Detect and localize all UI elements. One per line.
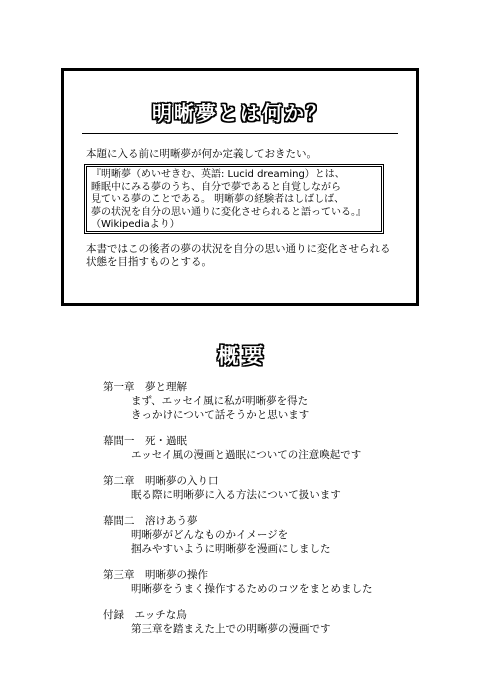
chapter-description: 眠る際に明晰夢に入る方法について扱います <box>131 489 341 501</box>
conclusion-line: 状態を目指すものとする。 <box>86 256 212 268</box>
chapter-heading: 付録 エッチな鳥 <box>103 609 187 621</box>
quote-line: 『明晰夢（めいせきむ、英語: Lucid dreaming）とは、 <box>91 169 345 180</box>
conclusion-line: 本書ではこの後者の夢の状況を自分の思い通りに変化させられる <box>86 243 391 255</box>
toc-entry <box>103 474 443 502</box>
quote-line: （Wikipediaより） <box>91 219 180 231</box>
toc-entry <box>103 434 443 462</box>
chapter-heading: 第一章 夢と理解 <box>103 381 187 393</box>
chapter-description: エッセイ風の漫画と過眠についての注意喚起です <box>131 449 362 461</box>
toc-entry <box>103 380 443 422</box>
chapter-description: 明晰夢がどんなものかイメージを <box>131 529 289 541</box>
chapter-description: まず、エッセイ風に私が明晰夢を得た <box>131 395 309 407</box>
chapter-description: 明晰夢をうまく操作するためのコツをまとめました <box>131 583 373 595</box>
table-of-contents <box>103 380 443 648</box>
chapter-heading: 幕間二 溶けあう夢 <box>103 515 198 527</box>
title-divider <box>82 133 398 134</box>
intro-text: 本題に入る前に明晰夢が何か定義しておきたい。 <box>86 148 317 160</box>
chapter-heading: 幕間一 死・過眠 <box>103 435 187 447</box>
chapter-heading: 第三章 明晰夢の操作 <box>103 569 208 581</box>
conclusion-text <box>86 243 391 269</box>
chapter-description: 掴みやすいように明晰夢を漫画にしました <box>131 543 331 555</box>
quote-line: 睡眠中にみる夢のうち、自分で夢であると自覚しながら <box>91 181 341 193</box>
chapter-description: 第三章を踏まえた上での明晰夢の漫画です <box>131 623 331 635</box>
quote-line: 夢の状況を自分の思い通りに変化させられると語っている。』 <box>91 206 366 218</box>
chapter-description: きっかけについて話そうかと思います <box>131 409 310 421</box>
definition-title: 明晰夢とは何か？ <box>152 101 328 125</box>
definition-box <box>61 68 419 306</box>
overview-title: 概要 <box>217 344 268 368</box>
chapter-heading: 第二章 明晰夢の入り口 <box>103 475 219 487</box>
toc-entry <box>103 514 443 556</box>
wikipedia-quote <box>84 164 384 234</box>
toc-entry <box>103 568 443 596</box>
toc-entry <box>103 608 443 636</box>
quote-line: 見ている夢のことである。 明晰夢の経験者はしばしば、 <box>91 194 345 206</box>
